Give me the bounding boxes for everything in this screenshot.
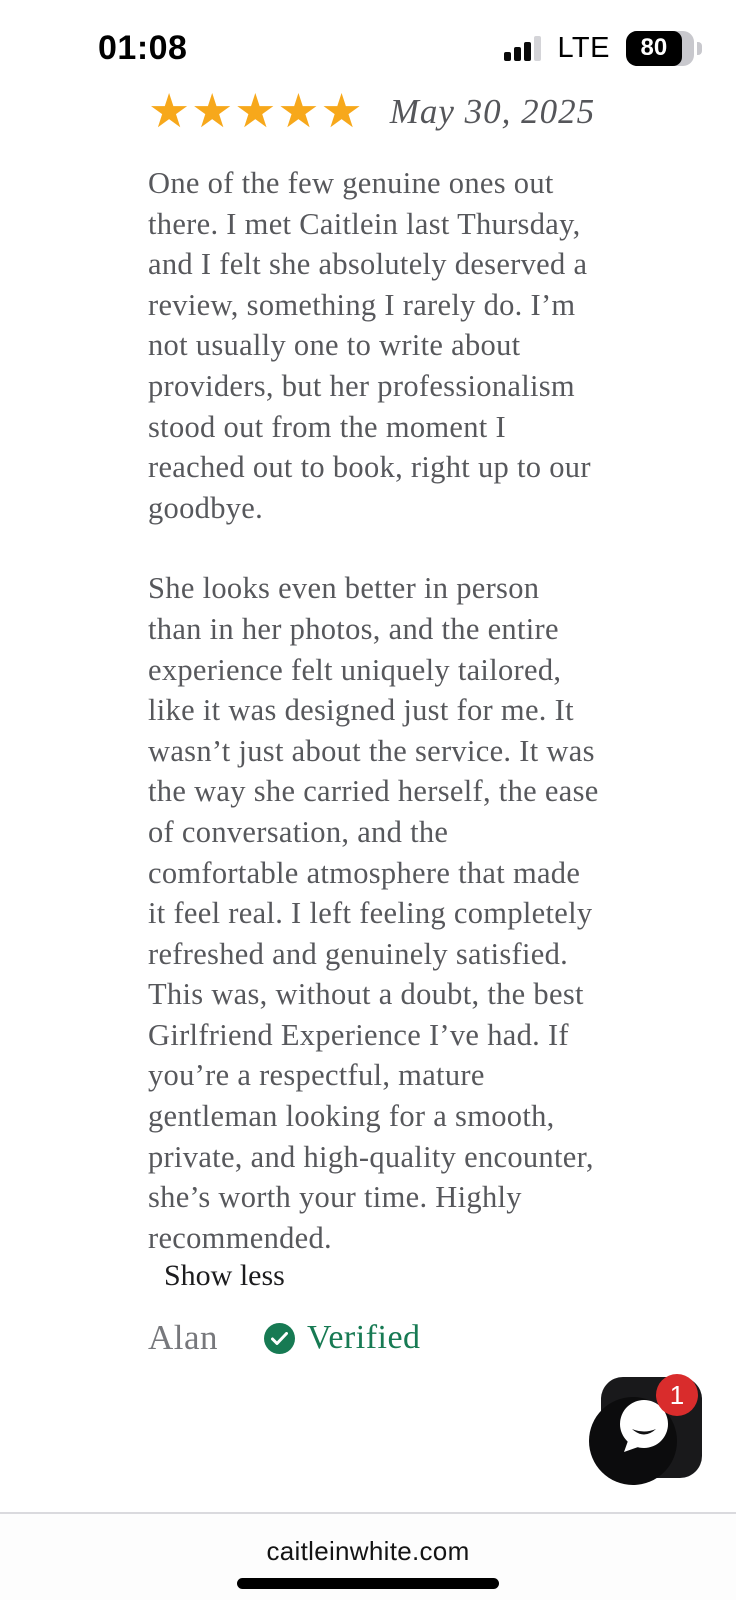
status-time: 01:08 <box>98 28 188 67</box>
star-rating-icon: ★★★★★ <box>148 84 364 139</box>
verified-label: Verified <box>307 1319 421 1357</box>
network-type-label: LTE <box>557 31 610 64</box>
battery-icon <box>626 31 694 66</box>
status-bar <box>0 0 736 82</box>
review-card <box>148 84 600 1358</box>
check-icon <box>264 1323 295 1354</box>
review-author-row <box>148 1318 600 1358</box>
show-less-link[interactable]: Show less <box>164 1259 285 1293</box>
url-label[interactable]: caitleinwhite.com <box>266 1536 470 1566</box>
review-paragraph: One of the few genuine ones out there. I met Caitlein last Thursday, and I felt she absolutely deserved a review, something I rarely do. I’m not usually one to write about providers, but her professionalism stood out from the moment I reached out to book, right up to our goodbye. <box>148 166 591 525</box>
home-indicator[interactable] <box>237 1578 499 1589</box>
chat-unread-badge: 1 <box>656 1374 698 1416</box>
chat-widget-button[interactable] <box>601 1377 702 1478</box>
review-paragraph: She looks even better in person than in her photos, and the entire experience felt uniquely tailored, like it was designed just for me. It wasn’t just about the service. It was the way she carried herself, the ease of conversation, and the comfortable atmosphere that made it feel real. I left feeling completely refreshed and genuinely satisfied. This was, without a doubt, the best Girlfriend Experience I’ve had. If you’re a respectful, mature gentleman looking for a smooth, private, and high-quality encounter, she’s worth your time. Highly recommended. <box>148 571 599 1255</box>
author-name: Alan <box>148 1318 219 1358</box>
signal-strength-icon <box>504 36 541 61</box>
browser-bottom-bar <box>0 1512 736 1600</box>
status-icons <box>504 31 694 66</box>
review-body <box>148 163 600 1258</box>
verified-badge <box>264 1319 421 1357</box>
review-date: May 30, 2025 <box>389 91 596 131</box>
battery-percent: 80 <box>640 34 668 61</box>
review-header <box>148 84 600 139</box>
